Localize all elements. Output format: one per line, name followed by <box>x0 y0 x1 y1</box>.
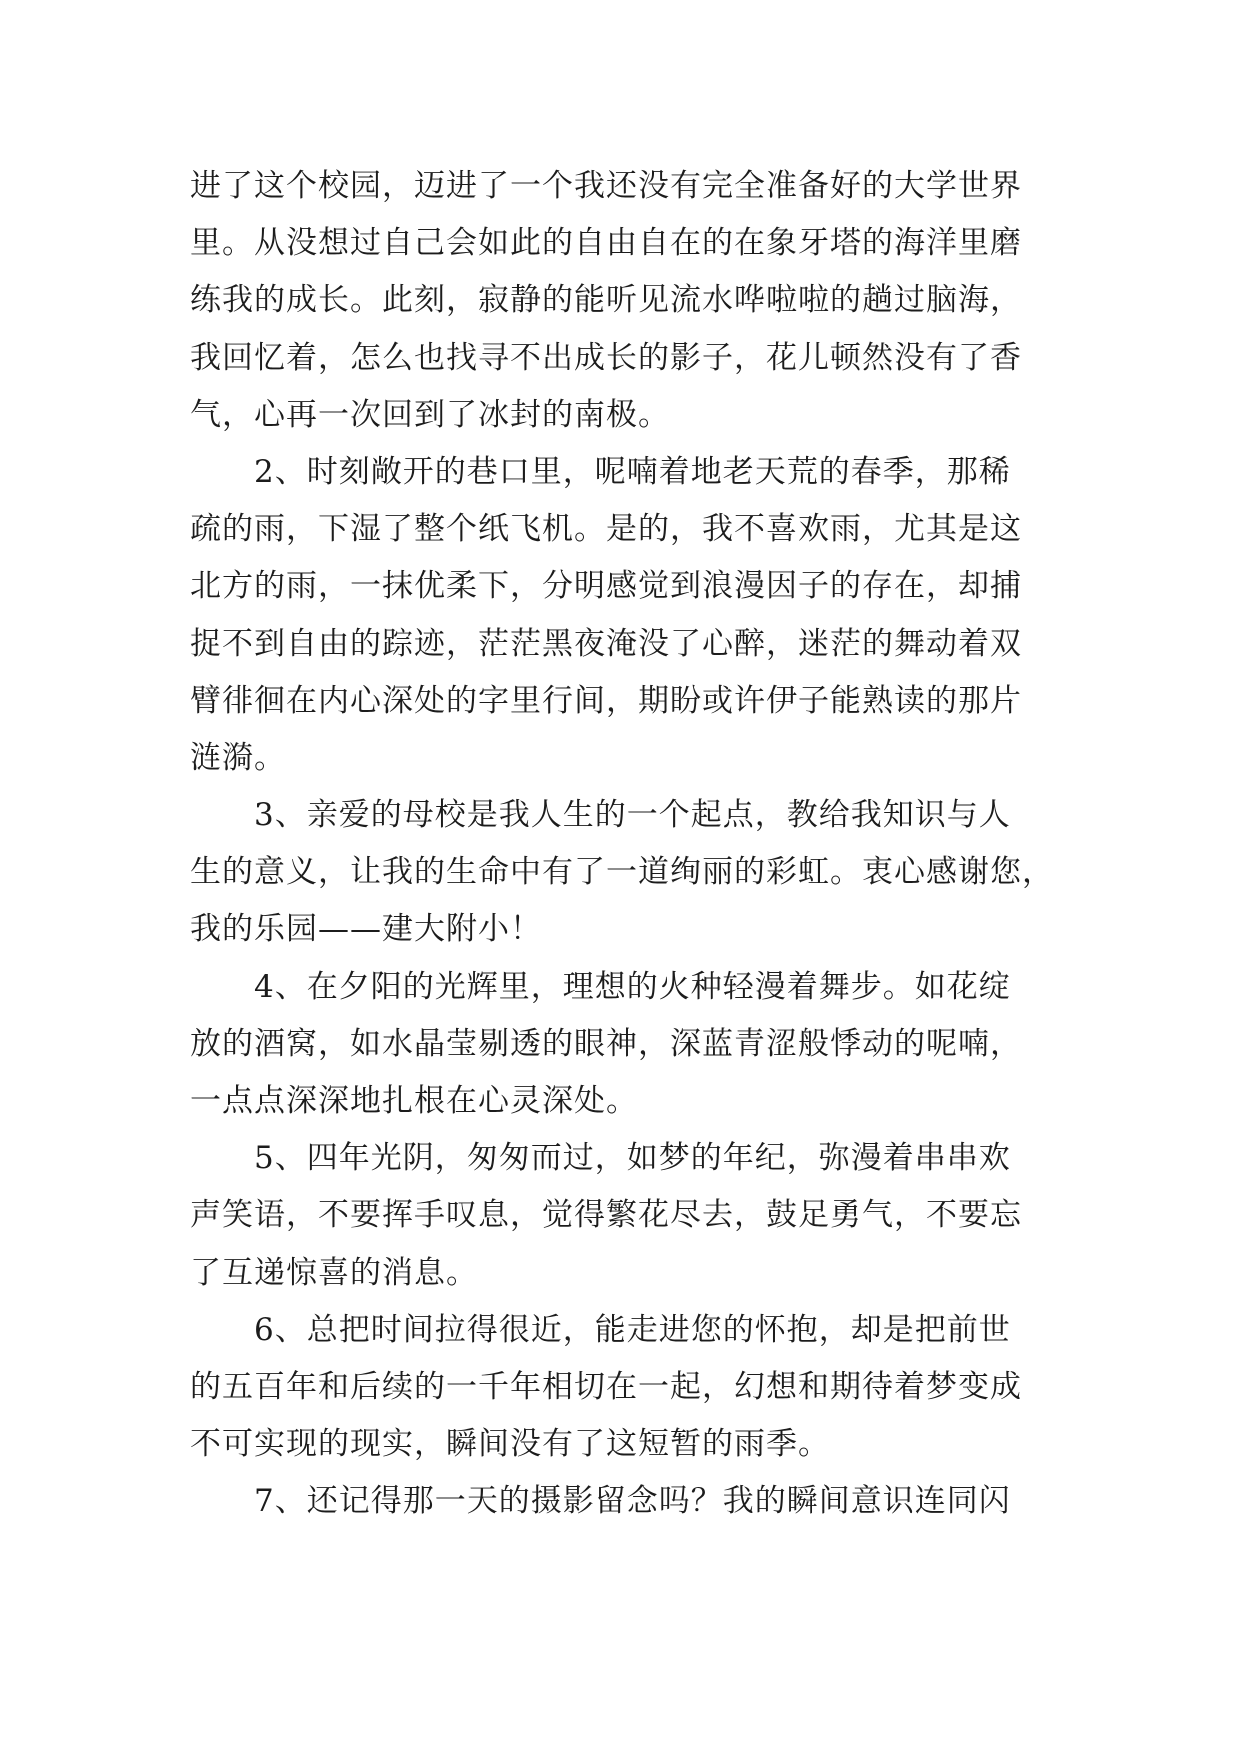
text-line: 进了这个校园，迈进了一个我还没有完全准备好的大学世界 <box>190 168 1022 204</box>
text-line: 2、时刻敞开的巷口里，呢喃着地老天荒的春季，那稀 <box>190 453 1011 490</box>
paragraph <box>190 1302 1060 1474</box>
paragraph <box>190 444 1060 787</box>
paragraph <box>190 1130 1060 1302</box>
text-line: 7、还记得那一天的摄影留念吗？我的瞬间意识连同闪 <box>190 1483 1011 1520</box>
text-line: 捉不到自由的踪迹，茫茫黑夜淹没了心醉，迷茫的舞动着双 <box>190 625 1022 662</box>
text-line: 气，心再一次回到了冰封的南极。 <box>190 396 670 433</box>
text-line: 涟漪。 <box>190 739 286 776</box>
paragraph <box>190 787 1060 959</box>
text-line: 生的意义，让我的生命中有了一道绚丽的彩虹。衷心感谢您， <box>190 854 1054 891</box>
text-line: 了互递惊喜的消息。 <box>190 1254 478 1291</box>
text-line: 我回忆着，怎么也找寻不出成长的影子，花儿顿然没有了香 <box>190 339 1022 376</box>
text-line: 6、总把时间拉得很近，能走进您的怀抱，却是把前世 <box>190 1311 1011 1348</box>
text-line: 声笑语，不要挥手叹息，觉得繁花尽去，鼓足勇气，不要忘 <box>190 1197 1022 1234</box>
text-line: 5、四年光阴，匆匆而过，如梦的年纪，弥漫着串串欢 <box>190 1140 1011 1177</box>
text-line: 3、亲爱的母校是我人生的一个起点，教给我知识与人 <box>190 797 1011 834</box>
text-line: 臂徘徊在内心深处的字里行间，期盼或许伊子能熟读的那片 <box>190 682 1022 719</box>
text-line: 放的酒窝，如水晶莹剔透的眼神，深蓝青涩般悸动的呢喃， <box>190 1025 1022 1062</box>
text-line: 的五百年和后续的一千年相切在一起，幻想和期待着梦变成 <box>190 1368 1022 1405</box>
body-text <box>190 158 1060 1531</box>
text-line: 疏的雨，下湿了整个纸飞机。是的，我不喜欢雨，尤其是这 <box>190 511 1022 548</box>
paragraph <box>190 959 1060 1131</box>
paragraph <box>190 158 1060 444</box>
text-line: 4、在夕阳的光辉里，理想的火种轻漫着舞步。如花绽 <box>190 968 1011 1005</box>
text-line: 里。从没想过自己会如此的自由自在的在象牙塔的海洋里磨 <box>190 225 1022 262</box>
text-line: 北方的雨，一抹优柔下，分明感觉到浪漫因子的存在，却捕 <box>190 568 1022 605</box>
text-line: 不可实现的现实，瞬间没有了这短暂的雨季。 <box>190 1426 830 1463</box>
text-line: 练我的成长。此刻，寂静的能听见流水哗啦啦的趟过脑海， <box>190 282 1022 319</box>
paragraph <box>190 1473 1060 1530</box>
text-line: 我的乐园——建大附小！ <box>190 911 542 948</box>
text-line: 一点点深深地扎根在心灵深处。 <box>190 1083 638 1119</box>
